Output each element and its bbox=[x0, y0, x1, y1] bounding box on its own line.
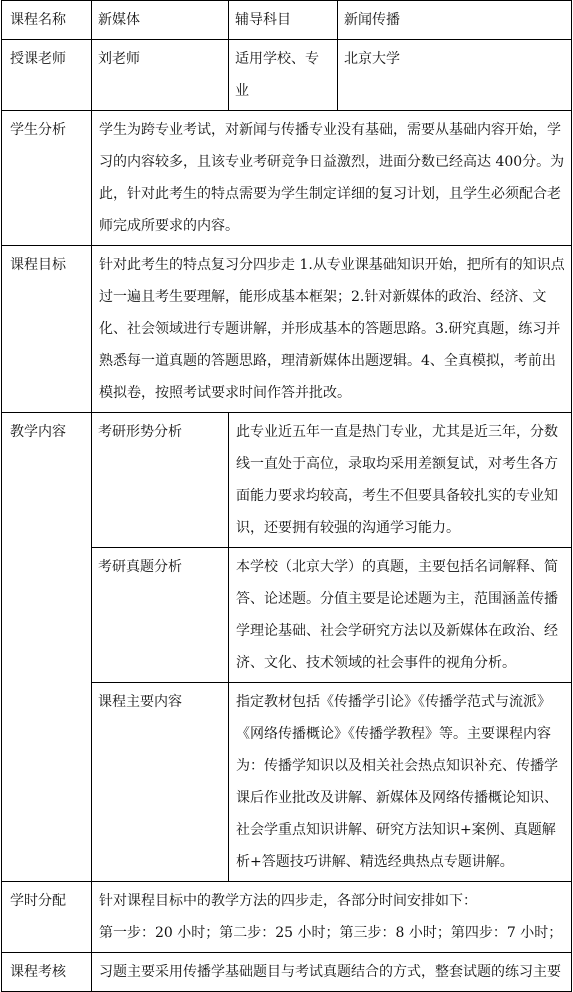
teaching-item-title: 考研真题分析 bbox=[92, 548, 229, 683]
school-label: 适用学校、专业 bbox=[229, 40, 338, 111]
teacher-value: 刘老师 bbox=[92, 40, 229, 111]
school-value: 北京大学 bbox=[338, 40, 572, 111]
teaching-item-title: 课程主要内容 bbox=[92, 683, 229, 882]
teacher-row bbox=[2, 40, 572, 111]
student-analysis-row bbox=[2, 111, 572, 246]
subject-label: 辅导科目 bbox=[229, 1, 338, 40]
hours-detail: 第一步：20 小时；第二步：25 小时；第三步：8 小时；第四步：7 小时； bbox=[99, 925, 563, 941]
hours-row bbox=[2, 882, 572, 953]
teaching-item-title: 考研形势分析 bbox=[92, 413, 229, 548]
teaching-item-text: 本学校（北京大学）的真题，主要包括名词解释、简答、论述题。分值主要是论述题为主，范围涵盖传播学理论基础、社会学研究方法以及新媒体在政治、经济、文化、技术领域的社会事件的视角分析。 bbox=[229, 548, 572, 683]
teacher-label: 授课老师 bbox=[2, 40, 92, 111]
assessment-label: 课程考核 bbox=[2, 953, 92, 992]
teaching-content-row-1 bbox=[2, 413, 572, 548]
student-analysis-text: 学生为跨专业考试，对新闻与传播专业没有基础，需要从基础内容开始，学习的内容较多，且该专业考研竞争日益激烈，进面分数已经高达 400分。为此，针对此考生的特点需要为学生制定详细的复习计划，且学生必须配合老师完成所要求的内容。 bbox=[92, 111, 572, 246]
course-name-label: 课程名称 bbox=[2, 1, 92, 40]
course-goal-row bbox=[2, 246, 572, 413]
hours-intro: 针对课程目标中的教学方法的四步走，各部分时间安排如下： bbox=[99, 893, 477, 909]
teaching-item-text: 此专业近五年一直是热门专业，尤其是近三年，分数线一直处于高位，录取均采用差额复试，对考生各方面能力要求均较高，考生不但要具备较扎实的专业知识，还要拥有较强的沟通学习能力。 bbox=[229, 413, 572, 548]
course-goal-text: 针对此考生的特点复习分四步走 1.从专业课基础知识开始，把所有的知识点过一遍且考生要理解，能形成基本框架；2.针对新媒体的政治、经济、文化、社会领域进行专题讲解，并形成基本的答题思路。3.研究真题，练习并熟悉每一道真题的答题思路，理清新媒体出题逻辑。4、全真模拟，考前出模拟卷，按照考试要求时间作答并批改。 bbox=[92, 246, 572, 413]
course-name-value: 新媒体 bbox=[92, 1, 229, 40]
hours-label: 学时分配 bbox=[2, 882, 92, 953]
subject-value: 新闻传播 bbox=[338, 1, 572, 40]
assessment-row bbox=[2, 953, 572, 992]
course-goal-label: 课程目标 bbox=[2, 246, 92, 413]
teaching-item-text: 指定教材包括《传播学引论》《传播学范式与流派》《网络传播概论》《传播学教程》等。主要课程内容为：传播学知识以及相关社会热点知识补充、传播学课后作业批改及讲解、新媒体及网络传播概论知识、社会学重点知识讲解、研究方法知识+案例、真题解析+答题技巧讲解、精选经典热点专题讲解。 bbox=[229, 683, 572, 882]
assessment-text: 习题主要采用传播学基础题目与考试真题结合的方式，整套试题的练习主要 bbox=[92, 953, 572, 992]
hours-cell bbox=[92, 882, 572, 953]
teaching-content-label: 教学内容 bbox=[2, 413, 92, 882]
course-plan-table bbox=[1, 0, 572, 992]
student-analysis-label: 学生分析 bbox=[2, 111, 92, 246]
course-name-row bbox=[2, 1, 572, 40]
